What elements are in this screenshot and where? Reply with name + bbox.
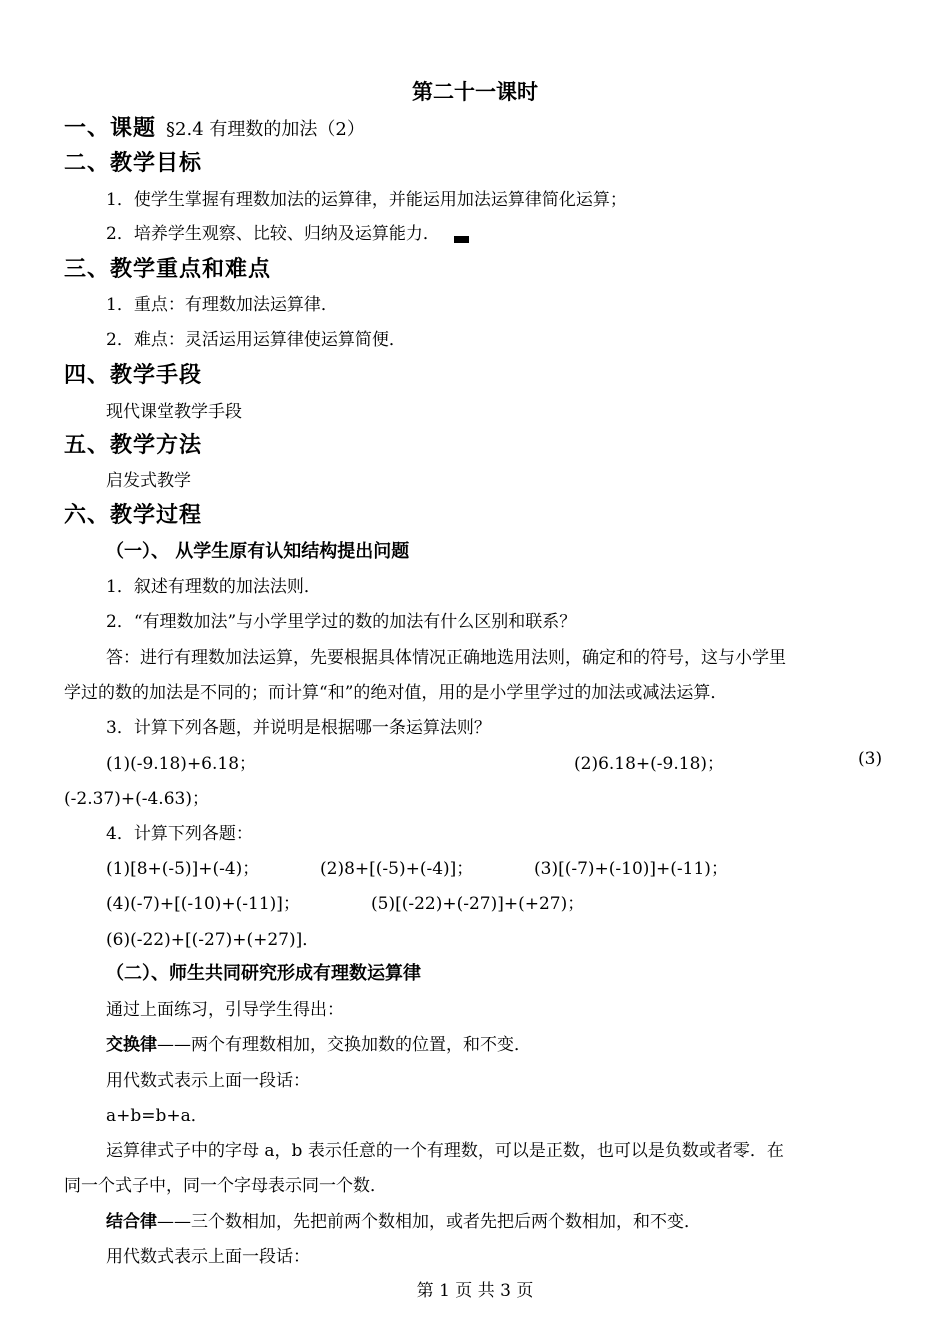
question-3: 3．计算下列各题，并说明是根据哪一条运算法则？ xyxy=(106,718,491,738)
q4-expr-2: (2)8+[(-5)+(-4)]； xyxy=(320,859,474,879)
section-topic xyxy=(64,111,365,142)
q4-expr-1: (1)[8+(-5)]+(-4)； xyxy=(106,859,260,879)
commutative-formula: a+b=b+a． xyxy=(106,1106,208,1126)
q3-expr-1: (1)(-9.18)+6.18； xyxy=(106,754,257,774)
q3-expr-2: (2)6.18+(-9.18)； xyxy=(574,754,725,774)
q3-expr-3: (-2.37)+(-4.63)； xyxy=(64,789,209,809)
q4-expr-4: (4)(-7)+[(-10)+(-11)]； xyxy=(106,894,300,914)
commutative-law-text: ——两个有理数相加，交换加数的位置，和不变． xyxy=(157,1035,531,1055)
keypoint-item-2: 2．难点：灵活运用运算律使运算简便． xyxy=(106,330,406,350)
text-cursor-icon xyxy=(454,236,469,243)
note-line-1: 运算律式子中的字母 a，b 表示任意的一个有理数，可以是正数，也可以是负数或者零．在 xyxy=(106,1141,784,1161)
question-2: 2．“有理数加法”与小学里学过的数的加法有什么区别和联系？ xyxy=(106,612,577,632)
method-text: 启发式教学 xyxy=(106,471,191,491)
answer-line-2: 学过的数的加法是不同的；而计算“和”的绝对值，用的是小学里学过的加法或减法运算． xyxy=(64,683,728,703)
lesson-title: 第二十一课时 xyxy=(412,79,538,104)
commutative-algebra-intro: 用代数式表示上面一段话： xyxy=(106,1071,310,1091)
section-objectives-heading: 二、教学目标 xyxy=(64,150,203,176)
question-4: 4．计算下列各题： xyxy=(106,824,253,844)
associative-law-name: 结合律 xyxy=(106,1212,157,1232)
keypoint-item-1: 1．重点：有理数加法运算律． xyxy=(106,295,338,315)
section-method-heading: 五、教学方法 xyxy=(64,432,203,458)
part2-intro: 通过上面练习，引导学生得出： xyxy=(106,1000,344,1020)
q4-expr-5: (5)[(-22)+(-27)]+(+27)； xyxy=(371,894,585,914)
note-line-2: 同一个式子中，同一个字母表示同一个数． xyxy=(64,1176,387,1196)
commutative-law xyxy=(106,1030,531,1055)
associative-algebra-intro: 用代数式表示上面一段话： xyxy=(106,1247,310,1267)
q3-expr-3-label: (3) xyxy=(858,749,883,769)
page-footer: 第 1 页 共 3 页 xyxy=(416,1281,534,1301)
objective-item-1: 1．使学生掌握有理数加法的运算律，并能运用加法运算律简化运算； xyxy=(106,190,627,210)
part1-heading: （一）、 从学生原有认知结构提出问题 xyxy=(106,541,410,562)
objective-item-2 xyxy=(106,219,469,244)
section-process-heading: 六、教学过程 xyxy=(64,502,203,528)
q4-expr-3: (3)[(-7)+(-10)]+(-11)； xyxy=(534,859,728,879)
section-means-heading: 四、教学手段 xyxy=(64,362,203,388)
section-keypoints-heading: 三、教学重点和难点 xyxy=(64,256,272,282)
commutative-law-name: 交换律 xyxy=(106,1035,157,1055)
section-topic-heading: 一、课题 xyxy=(64,115,157,141)
objective-item-2-text: 2．培养学生观察、比较、归纳及运算能力． xyxy=(106,224,440,244)
answer-line-1: 答：进行有理数加法运算，先要根据具体情况正确地选用法则，确定和的符号，这与小学里 xyxy=(106,648,786,668)
q4-expr-6: (6)(-22)+[(-27)+(+27)]． xyxy=(106,930,320,950)
topic-subject: §2.4 有理数的加法（2） xyxy=(166,119,365,140)
means-text: 现代课堂教学手段 xyxy=(106,402,242,422)
associative-law xyxy=(106,1207,701,1232)
associative-law-text: ——三个数相加，先把前两个数相加，或者先把后两个数相加，和不变． xyxy=(157,1212,701,1232)
question-1: 1．叙述有理数的加法法则． xyxy=(106,577,321,597)
part2-heading: （二）、师生共同研究形成有理数运算律 xyxy=(106,963,421,984)
